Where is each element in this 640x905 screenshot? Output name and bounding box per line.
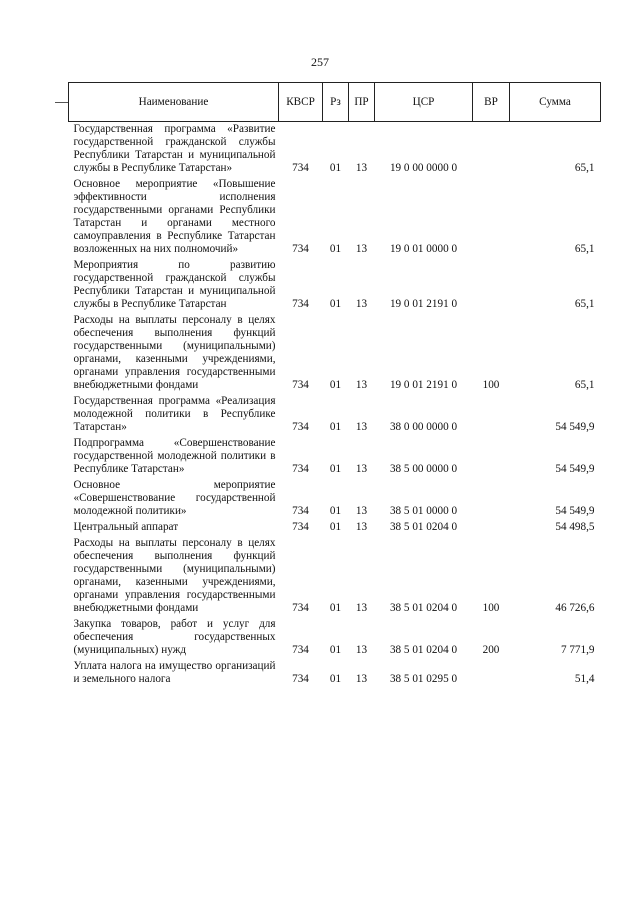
cell-vr: 200 (482, 644, 500, 656)
table-row (69, 436, 601, 478)
cell-sum: 65,1 (574, 298, 595, 310)
cell-pr: 13 (355, 421, 368, 433)
table-row (69, 177, 601, 258)
cell-rz: 01 (329, 162, 342, 174)
cell-rz: 01 (329, 298, 342, 310)
cell-rz: 01 (329, 644, 342, 656)
header-tick-line (55, 102, 69, 103)
cell-name: Основное мероприятие «Совершенствование государственной молодежной политики» (73, 479, 276, 517)
cell-vr: 100 (482, 379, 500, 391)
cell-vr (473, 394, 510, 436)
cell-pr: 13 (355, 379, 368, 391)
cell-name: Расходы на выплаты персоналу в целях обеспечения выполнения функций государственными (муниципальными) органами, казенными учреждениями, органами управления государственными внебюджетными фондами (73, 537, 276, 614)
cell-name: Закупка товаров, работ и услуг для обеспечения государственных (муниципальных) нужд (73, 618, 276, 656)
cell-kvsr: 734 (292, 602, 309, 614)
cell-vr (473, 520, 510, 536)
header-name: Наименование (69, 83, 279, 122)
table-row (69, 536, 601, 617)
header-csr: ЦСР (375, 83, 473, 122)
table-row (69, 659, 601, 688)
cell-sum: 54 549,9 (555, 505, 595, 517)
cell-rz: 01 (329, 602, 342, 614)
cell-sum: 65,1 (574, 243, 595, 255)
cell-vr (473, 258, 510, 313)
cell-csr: 38 5 01 0295 0 (389, 673, 458, 685)
table-row (69, 478, 601, 520)
cell-csr: 38 5 01 0000 0 (389, 505, 458, 517)
header-pr: ПР (349, 83, 375, 122)
cell-kvsr: 734 (292, 673, 309, 685)
cell-kvsr: 734 (292, 379, 309, 391)
cell-kvsr: 734 (292, 298, 309, 310)
cell-csr: 19 0 00 0000 0 (389, 162, 458, 174)
header-vr: ВР (473, 83, 510, 122)
cell-rz: 01 (329, 673, 342, 685)
cell-kvsr: 734 (292, 162, 309, 174)
cell-name: Основное мероприятие «Повышение эффективности исполнения государственными органами Республики Татарстан и органами местного самоуправления в Республике Татарстан возложенных на них полномочий» (73, 178, 276, 255)
cell-csr: 38 5 00 0000 0 (389, 463, 458, 475)
cell-name: Расходы на выплаты персоналу в целях обеспечения выполнения функций государственными (муниципальными) органами, казенными учреждениями, органами управления государственными внебюджетными фондами (73, 314, 276, 391)
cell-pr: 13 (355, 521, 368, 533)
cell-rz: 01 (329, 243, 342, 255)
cell-sum: 65,1 (574, 162, 595, 174)
cell-sum: 54 498,5 (555, 521, 595, 533)
cell-name: Мероприятия по развитию государственной гражданской службы Республики Татарстан и муниципальной службы в Республике Татарстан (73, 259, 276, 310)
cell-kvsr: 734 (292, 421, 309, 433)
cell-name: Уплата налога на имущество организаций и земельного налога (73, 660, 276, 685)
table-row (69, 617, 601, 659)
cell-rz: 01 (329, 463, 342, 475)
header-kvsr: КВСР (279, 83, 323, 122)
cell-rz: 01 (329, 521, 342, 533)
table-row (69, 520, 601, 536)
cell-sum: 54 549,9 (555, 463, 595, 475)
cell-csr: 19 0 01 2191 0 (389, 298, 458, 310)
cell-csr: 38 5 01 0204 0 (389, 602, 458, 614)
cell-csr: 38 5 01 0204 0 (389, 644, 458, 656)
header-row (69, 83, 601, 122)
cell-sum: 54 549,9 (555, 421, 595, 433)
table-row (69, 258, 601, 313)
cell-rz: 01 (329, 505, 342, 517)
cell-sum: 7 771,9 (560, 644, 595, 656)
cell-vr: 100 (482, 602, 500, 614)
cell-pr: 13 (355, 644, 368, 656)
cell-csr: 19 0 01 2191 0 (389, 379, 458, 391)
cell-pr: 13 (355, 505, 368, 517)
table-row (69, 313, 601, 394)
cell-pr: 13 (355, 298, 368, 310)
header-sum: Сумма (510, 83, 601, 122)
cell-vr (473, 177, 510, 258)
cell-name: Государственная программа «Развитие государственной гражданской службы Республики Татарстан и муниципальной службы в Республике Татарстан» (73, 123, 276, 174)
cell-name: Государственная программа «Реализация молодежной политики в Республике Татарстан» (73, 395, 276, 433)
cell-sum: 51,4 (574, 673, 595, 685)
cell-vr (473, 478, 510, 520)
cell-csr: 19 0 01 0000 0 (389, 243, 458, 255)
cell-rz: 01 (329, 421, 342, 433)
cell-kvsr: 734 (292, 463, 309, 475)
cell-pr: 13 (355, 463, 368, 475)
table-body (69, 122, 601, 689)
cell-csr: 38 5 01 0204 0 (389, 521, 458, 533)
page-number: 257 (311, 55, 329, 69)
budget-table (68, 82, 601, 688)
cell-pr: 13 (355, 673, 368, 685)
cell-sum: 65,1 (574, 379, 595, 391)
cell-pr: 13 (355, 162, 368, 174)
table-row (69, 122, 601, 178)
table-row (69, 394, 601, 436)
cell-kvsr: 734 (292, 243, 309, 255)
cell-name: Подпрограмма «Совершенствование государственной молодежной политики в Республике Татарстан» (73, 437, 276, 475)
cell-vr (473, 122, 510, 178)
cell-csr: 38 0 00 0000 0 (389, 421, 458, 433)
cell-rz: 01 (329, 379, 342, 391)
cell-kvsr: 734 (292, 644, 309, 656)
table-header (69, 83, 601, 122)
cell-vr (473, 436, 510, 478)
cell-kvsr: 734 (292, 521, 309, 533)
header-rz: Рз (323, 83, 349, 122)
cell-kvsr: 734 (292, 505, 309, 517)
cell-pr: 13 (355, 602, 368, 614)
cell-name: Центральный аппарат (73, 521, 179, 533)
cell-pr: 13 (355, 243, 368, 255)
cell-vr (473, 659, 510, 688)
cell-sum: 46 726,6 (555, 602, 595, 614)
